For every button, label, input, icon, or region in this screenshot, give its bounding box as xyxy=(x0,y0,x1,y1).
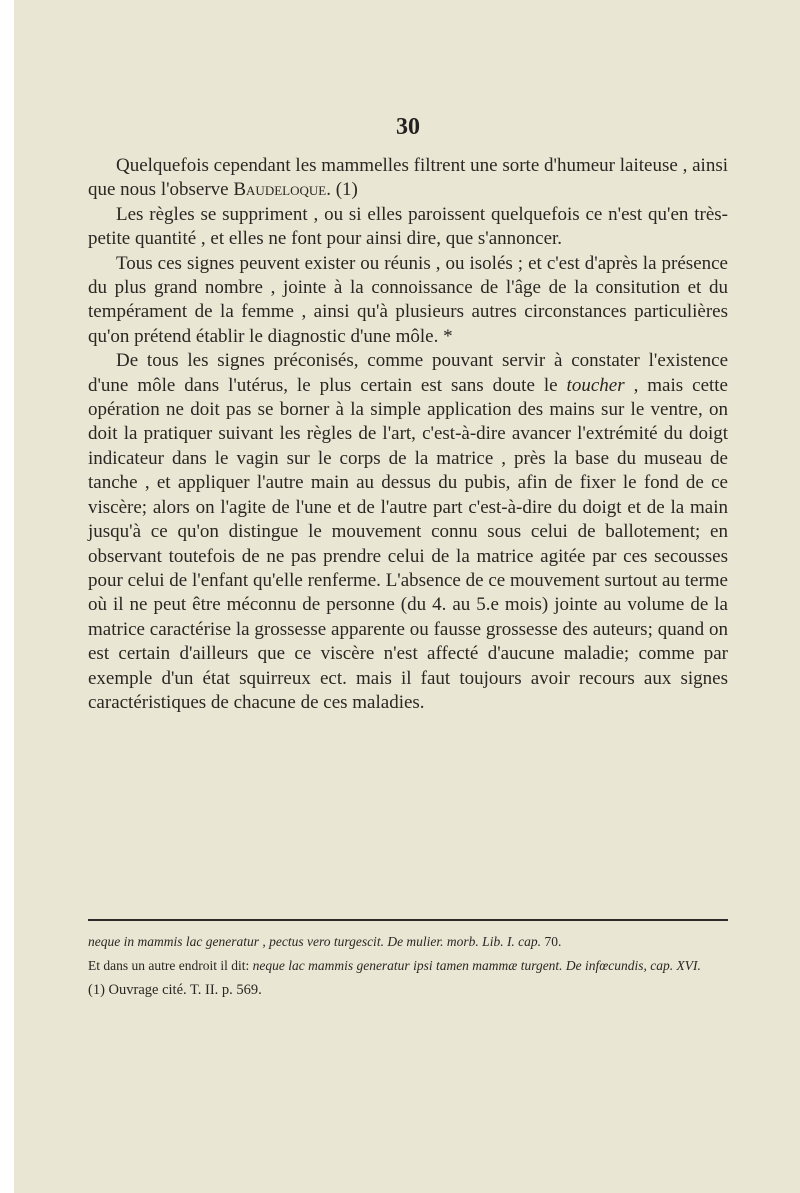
page-number: 30 xyxy=(396,114,420,140)
paragraph xyxy=(88,252,728,350)
text-run: Les règles se suppriment , ou si elles paroissent quelquefois ce n'est qu'en très-petite quantité , et elles ne font pour ainsi dire, que s'annoncer. xyxy=(88,203,728,250)
footnote-run: (1) Ouvrage cité. T. II. p. 569. xyxy=(88,982,262,998)
footnotes xyxy=(88,930,728,1002)
text-run: , mais cette opération ne doit pas se borner à la simple application des mains sur le ventre, on doit la pratiquer suivant les règles de l'art, c'est-à-dire avancer l'extrémité du doigt indicateur dans le vagin sur le corps de la matrice , près la base du museau de tanche , et appliquer l'autre main au dessus du pubis, afin de fixer le fond de ce viscère; alors on l'agite de l'une et de l'autre part c'est-à-dire du doigt et de la main jusqu'à ce qu'on distingue le mouvement connu sous celui de ballotement; en observant toutefois de ne pas prendre celui de la matrice agitée par ces secousses pour celui de l'enfant qu'elle renferme. L'absence de ce mouvement surtout au terme où il ne peut être méconnu de personne (du 4. au 5.e mois) jointe au volume de la matrice caractérise la grossesse apparente ou fausse grossesse des auteurs; quand on est certain d'ailleurs que ce viscère n'est affecté d'aucune maladie; comme par exemple d'un état squirreux ect. mais il faut toujours avoir recours aux signes caractéristiques de chacune de ces maladies. xyxy=(88,374,728,713)
footnote-run: Et dans un autre endroit il dit: xyxy=(88,958,253,973)
footnote-run: 70. xyxy=(544,934,562,949)
body-text xyxy=(88,154,728,715)
footnote xyxy=(88,930,728,954)
text-run: . (1) xyxy=(326,179,358,201)
text-run: De tous les signes préconisés, comme pouvant servir à constater l'existence d'une môle dans l'utérus, le plus certain est sans doute le xyxy=(88,350,728,396)
text-run: Baudeloque xyxy=(233,179,327,201)
footnote xyxy=(88,954,728,978)
footnote xyxy=(88,978,728,1002)
paragraph xyxy=(88,154,728,203)
text-run: toucher xyxy=(566,374,625,396)
footnote-run: neque in mammis lac generatur , pectus vero turgescit. De mulier. morb. Lib. I. cap. xyxy=(88,934,545,949)
text-run: Tous ces signes peuvent exister ou réunis , ou isolés ; et c'est d'après la présence du plus grand nombre , jointe à la connoissance de l'âge de la consitution et du tempérament de la femme , ainsi qu'à plusieurs autres circonstances particulières qu'on prétend établir le diagnostic d'une môle. * xyxy=(88,252,728,347)
footnote-run: neque lac mammis generatur ipsi tamen mammæ turgent. De infœcundis, cap. XVI. xyxy=(252,958,701,973)
paragraph xyxy=(88,203,728,252)
text-run: Quelquefois cependant les mammelles filtrent une sorte d'humeur laiteuse , ainsi que nous l'observe xyxy=(88,155,728,201)
book-page xyxy=(14,0,800,1193)
footnote-rule xyxy=(88,919,728,921)
paragraph xyxy=(88,349,728,715)
